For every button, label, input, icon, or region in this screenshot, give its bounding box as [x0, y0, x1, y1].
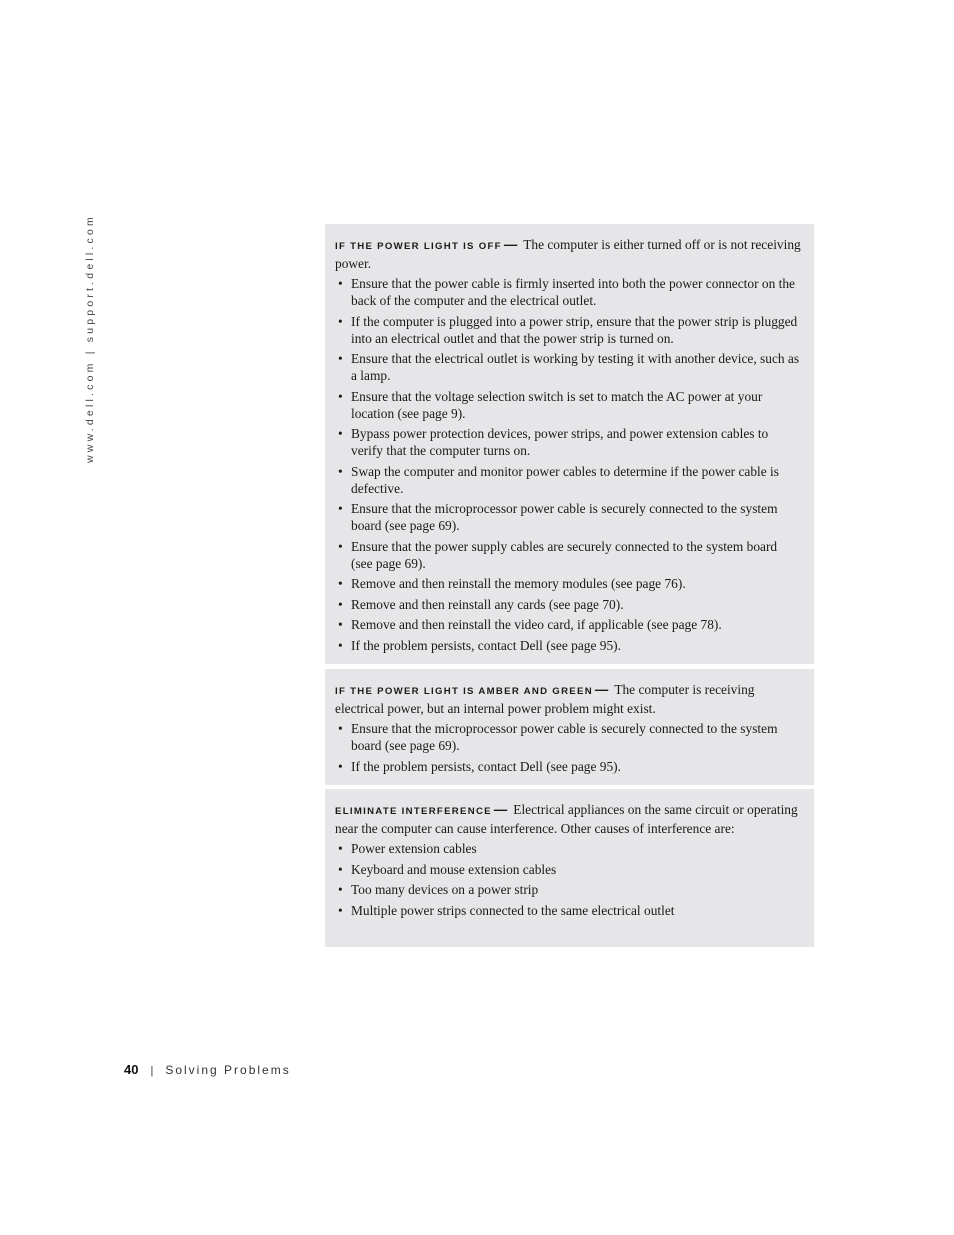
list-item: • If the problem persists, contact Dell (see page 95).	[335, 637, 802, 654]
em-dash: —	[503, 237, 518, 252]
list-item: • Multiple power strips connected to the same electrical outlet	[335, 902, 802, 919]
list-item: • If the computer is plugged into a power strip, ensure that the power strip is plugged into an electrical outlet and that the power strip is turned on.	[335, 313, 802, 347]
section-heading: ELIMINATE INTERFERENCE	[335, 806, 492, 817]
panel-power-light-off	[325, 224, 814, 664]
bullet-list	[335, 720, 802, 775]
list-item: • Ensure that the power cable is firmly inserted into both the power connector on the back of the computer and the electrical outlet.	[335, 275, 802, 309]
list-item: • Ensure that the power supply cables are securely connected to the system board (see page 69).	[335, 538, 802, 572]
footer-section-title: Solving Problems	[165, 1063, 291, 1077]
list-item: • Ensure that the electrical outlet is working by testing it with another device, such as a lamp.	[335, 350, 802, 384]
page-footer	[124, 1062, 291, 1077]
list-item: • Ensure that the microprocessor power cable is securely connected to the system board (see page 69).	[335, 720, 802, 754]
list-item: • If the problem persists, contact Dell (see page 95).	[335, 758, 802, 775]
panel-power-light-amber-green	[325, 669, 814, 785]
list-item: • Remove and then reinstall the memory modules (see page 76).	[335, 575, 802, 592]
list-item: • Keyboard and mouse extension cables	[335, 861, 802, 878]
list-item: • Too many devices on a power strip	[335, 881, 802, 898]
footer-separator: |	[150, 1065, 154, 1077]
list-item: • Remove and then reinstall the video card, if applicable (see page 78).	[335, 616, 802, 633]
list-item: • Ensure that the voltage selection switch is set to match the AC power at your location (see page 9).	[335, 388, 802, 422]
section-heading: IF THE POWER LIGHT IS OFF	[335, 241, 502, 252]
section-heading: IF THE POWER LIGHT IS AMBER AND GREEN	[335, 686, 593, 697]
section-intro: Electrical appliances on the same circuit or operating near the computer can cause interference. Other causes of interference are:	[335, 802, 798, 836]
list-item: • Swap the computer and monitor power cables to determine if the power cable is defective.	[335, 463, 802, 497]
side-url-label: www.dell.com | support.dell.com	[84, 214, 96, 463]
panel-eliminate-interference	[325, 789, 814, 947]
bullet-list	[335, 275, 802, 654]
em-dash: —	[493, 802, 508, 817]
section-intro: The computer is either turned off or is not receiving power.	[335, 237, 801, 271]
panel-lead	[335, 681, 802, 717]
section-intro: The computer is receiving electrical power, but an internal power problem might exist.	[335, 682, 755, 716]
list-item: • Power extension cables	[335, 840, 802, 857]
list-item: • Remove and then reinstall any cards (see page 70).	[335, 596, 802, 613]
list-item: • Ensure that the microprocessor power cable is securely connected to the system board (see page 69).	[335, 500, 802, 534]
em-dash: —	[594, 682, 609, 697]
panel-lead	[335, 801, 802, 837]
list-item: • Bypass power protection devices, power strips, and power extension cables to verify that the computer turns on.	[335, 425, 802, 459]
panel-lead	[335, 236, 802, 272]
bullet-list	[335, 840, 802, 919]
page-number: 40	[124, 1062, 139, 1077]
